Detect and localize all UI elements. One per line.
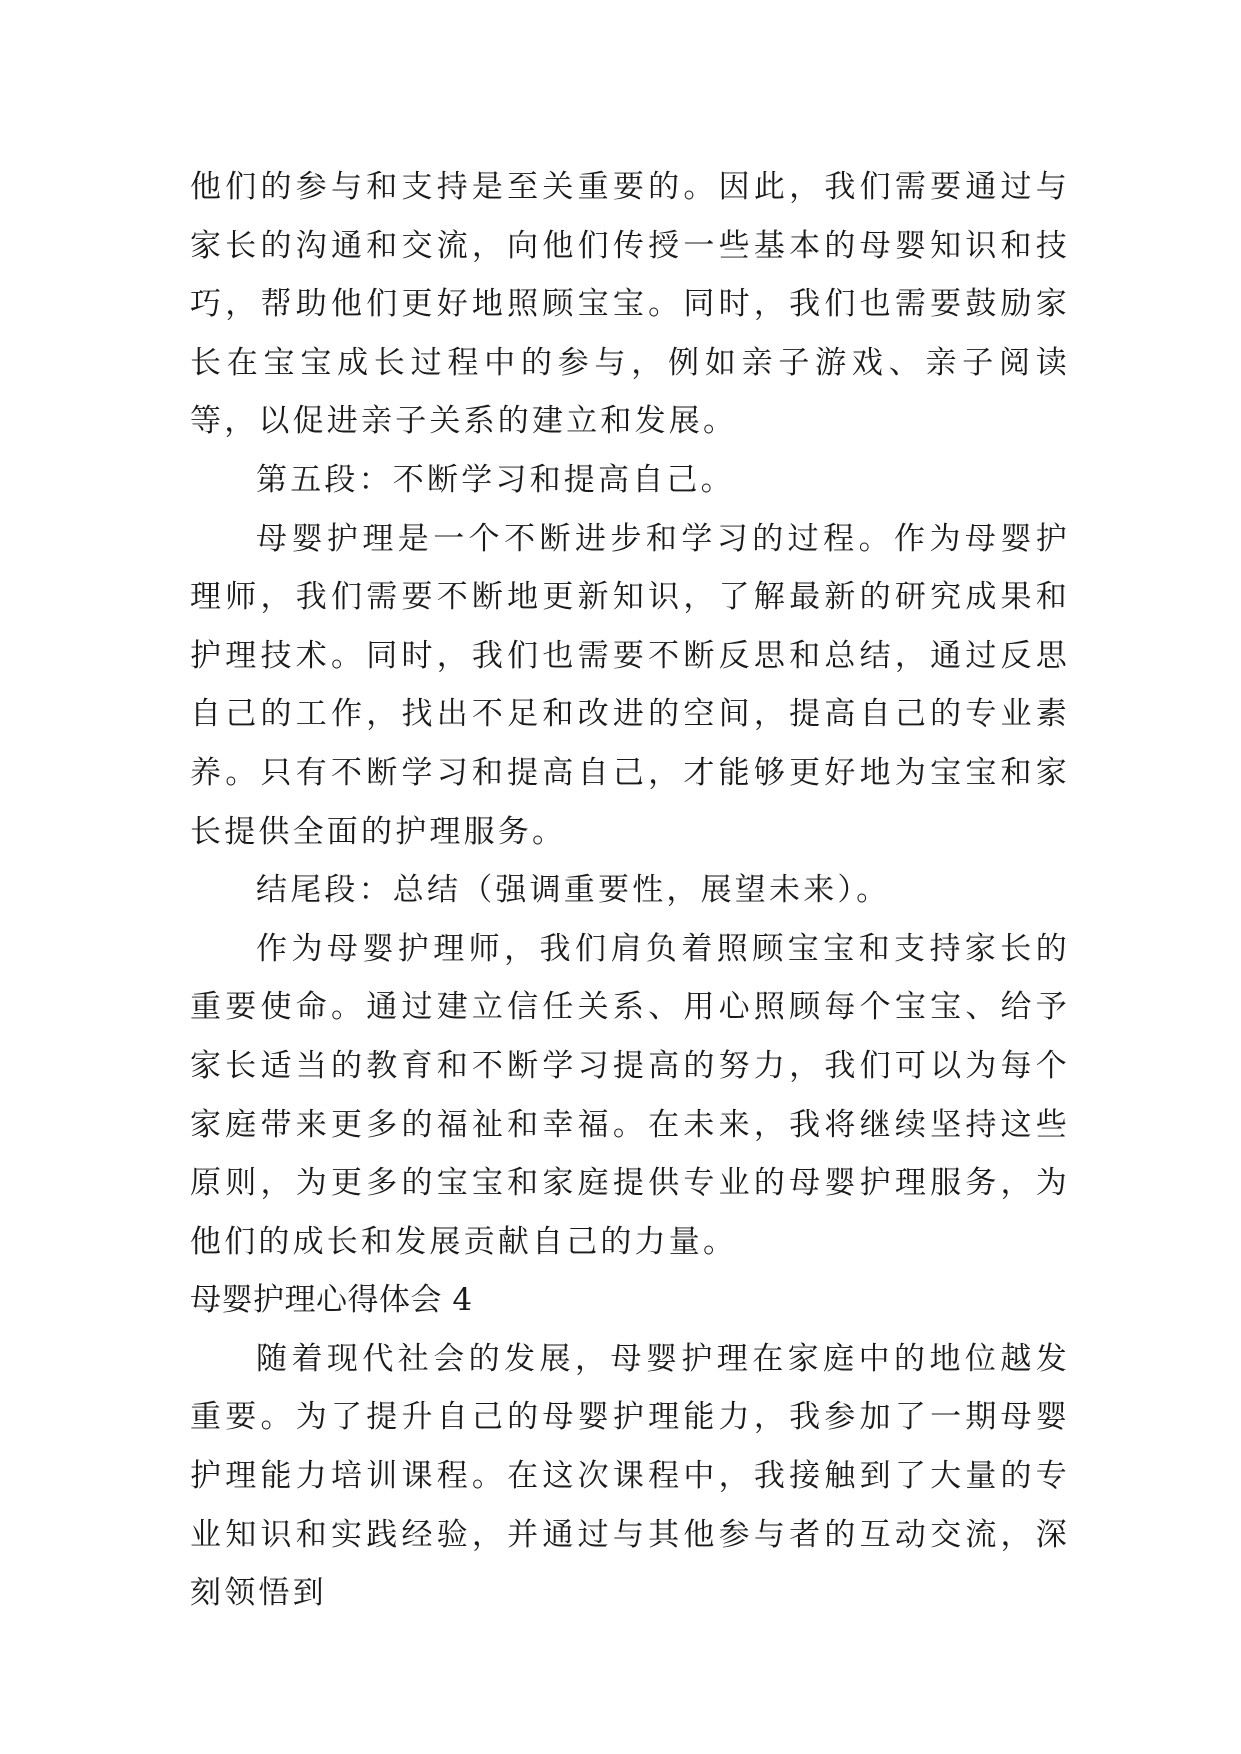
paragraph-conclusion: 作为母婴护理师，我们肩负着照顾宝宝和支持家长的重要使命。通过建立信任关系、用心照顾每个宝宝、给予家长适当的教育和不断学习提高的努力，我们可以为每个家庭带来更多的福祉和幸福。在未来，我将继续坚持这些原则，为更多的宝宝和家庭提供专业的母婴护理服务，为他们的成长和发展贡献自己的力量。 bbox=[190, 930, 1070, 1260]
document-body bbox=[190, 158, 1070, 1623]
paragraph-training-course: 随着现代社会的发展，母婴护理在家庭中的地位越发重要。为了提升自己的母婴护理能力，我参加了一期母婴护理能力培训课程。在这次课程中，我接触到了大量的专业知识和实践经验，并通过与其他参与者的互动交流，深刻领悟到 bbox=[190, 1340, 1070, 1612]
article-title-4: 母婴护理心得体会 4 bbox=[190, 1282, 473, 1319]
section-heading-fifth: 第五段：不断学习和提高自己。 bbox=[256, 461, 735, 498]
paragraph-parent-involvement: 他们的参与和支持是至关重要的。因此，我们需要通过与家长的沟通和交流，向他们传授一些基本的母婴知识和技巧，帮助他们更好地照顾宝宝。同时，我们也需要鼓励家长在宝宝成长过程中的参与，例如亲子游戏、亲子阅读等，以促进亲子关系的建立和发展。 bbox=[190, 169, 1070, 440]
section-heading-conclusion: 结尾段：总结（强调重要性，展望未来）。 bbox=[256, 872, 891, 909]
paragraph-continuous-learning: 母婴护理是一个不断进步和学习的过程。作为母婴护理师，我们需要不断地更新知识，了解最新的研究成果和护理技术。同时，我们也需要不断反思和总结，通过反思自己的工作，找出不足和改进的空间，提高自己的专业素养。只有不断学习和提高自己，才能够更好地为宝宝和家长提供全面的护理服务。 bbox=[190, 520, 1070, 850]
